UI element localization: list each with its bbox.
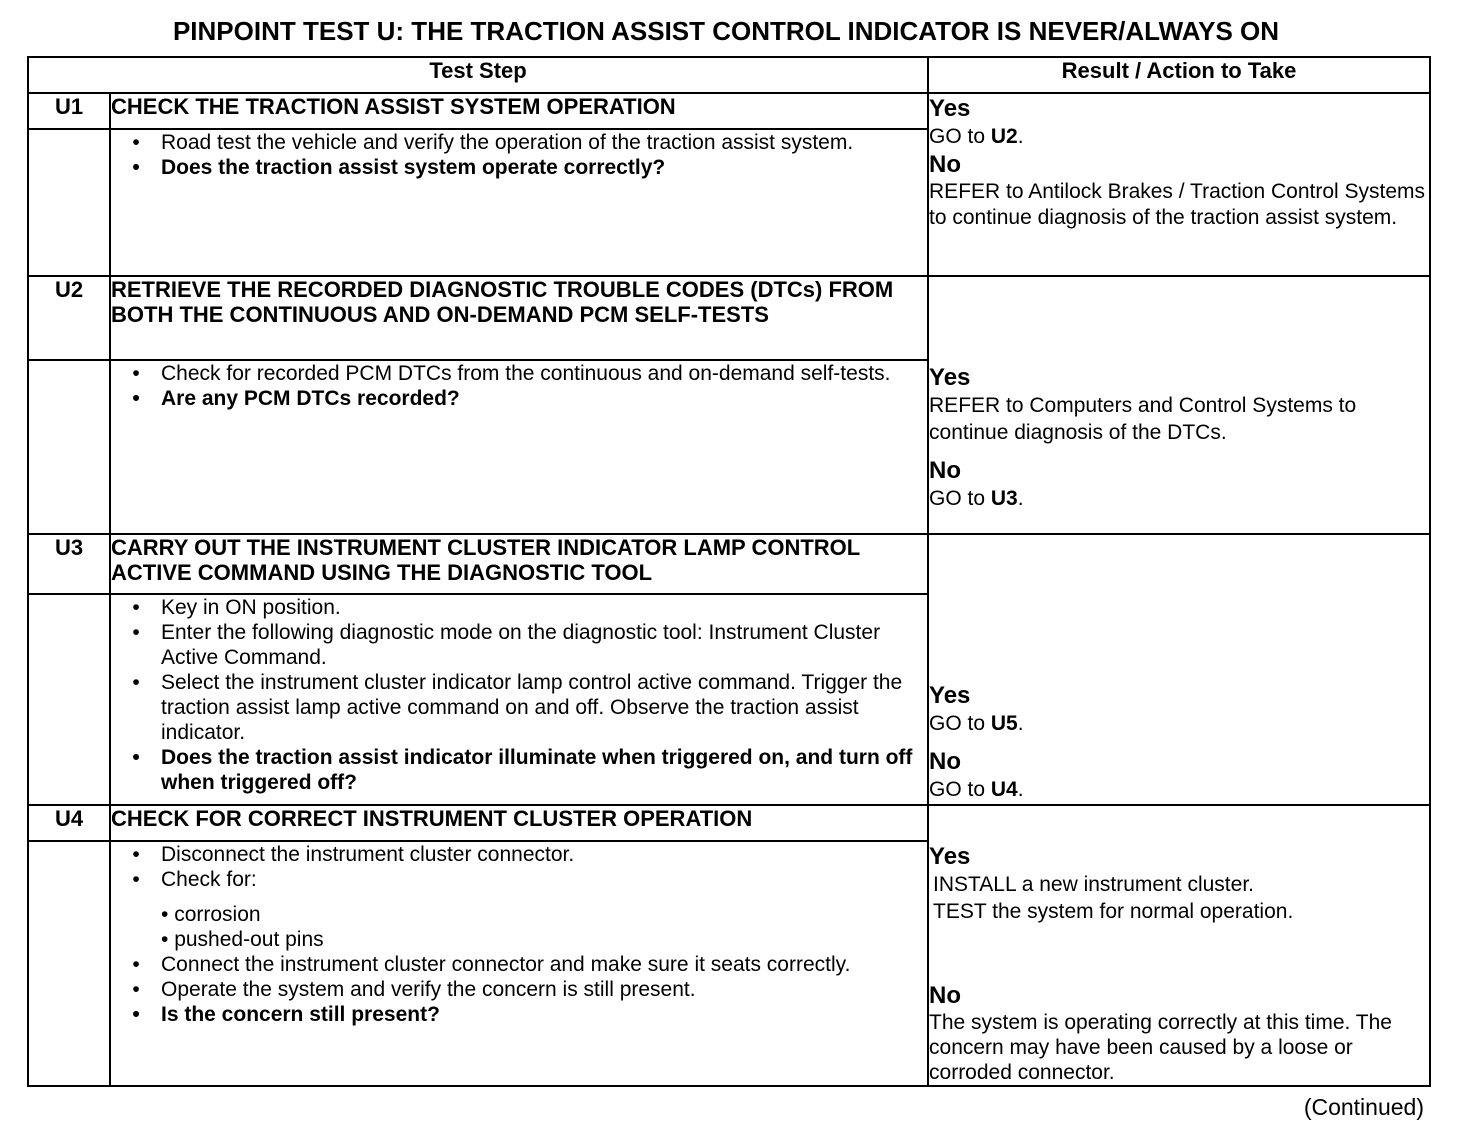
no-label: No	[929, 748, 962, 775]
step-body-u4	[110, 841, 928, 1086]
step-id-u1: U1	[28, 93, 110, 129]
u1-no-action: REFER to Antilock Brakes / Traction Control Systems to continue diagnosis of the traction assist system.	[929, 180, 1426, 229]
step-u3-heading-row	[28, 534, 1430, 594]
page-title: PINPOINT TEST U: THE TRACTION ASSIST CONTROL INDICATOR IS NEVER/ALWAYS ON	[172, 16, 1280, 46]
step-u2-result	[928, 276, 1430, 534]
list-item: • Disconnect the instrument cluster connector.	[132, 843, 575, 866]
list-item: • Select the instrument cluster indicator lamp control active command. Trigger the traction assist lamp active command on and off. Observe the traction assist indicator.	[132, 671, 903, 744]
u2-yes-action: REFER to Computers and Control Systems to continue diagnosis of the DTCs.	[929, 394, 1357, 444]
sub-list-item: • corrosion	[161, 903, 261, 926]
u4-yes-action-2: TEST the system for normal operation.	[933, 900, 1294, 923]
step-body-u2	[110, 360, 928, 534]
list-item: • Enter the following diagnostic mode on the diagnostic tool: Instrument Cluster Active Command.	[132, 621, 881, 669]
step-heading-u1: CHECK THE TRACTION ASSIST SYSTEM OPERATION	[110, 93, 928, 129]
yes-label: Yes	[929, 364, 971, 391]
u1-yes-ref: U2	[990, 125, 1018, 148]
list-item: • Key in ON position.	[132, 596, 341, 619]
list-item: • Check for recorded PCM DTCs from the continuous and on-demand self-tests.	[132, 362, 891, 385]
list-item: • Are any PCM DTCs recorded?	[132, 387, 460, 410]
list-item: • Does the traction assist system operate correctly?	[132, 156, 666, 179]
continued-note: (Continued)	[1303, 1094, 1424, 1120]
yes-label: Yes	[929, 682, 971, 709]
u3-yes-action: GO to U5.	[929, 712, 1024, 735]
list-item: • Check for:	[132, 868, 257, 891]
header-test-step: Test Step	[28, 57, 928, 93]
no-label: No	[929, 457, 962, 484]
step-id-u3: U3	[28, 534, 110, 594]
list-item: • Operate the system and verify the concern is still present.	[132, 978, 696, 1001]
yes-label: Yes	[929, 843, 971, 870]
u3-no-action: GO to U4.	[929, 778, 1024, 801]
list-item: • Connect the instrument cluster connector and make sure it seats correctly.	[132, 953, 851, 976]
no-label: No	[929, 151, 962, 178]
no-label: No	[929, 982, 962, 1009]
sub-list-item: • pushed-out pins	[161, 928, 324, 951]
header-result: Result / Action to Take	[928, 57, 1430, 93]
step-id-u2: U2	[28, 276, 110, 360]
step-u1-result	[928, 93, 1430, 276]
u4-yes-action-1: INSTALL a new instrument cluster.	[933, 873, 1254, 896]
step-heading-u4: CHECK FOR CORRECT INSTRUMENT CLUSTER OPERATION	[110, 805, 928, 841]
yes-label: Yes	[929, 95, 971, 122]
u4-no-action: The system is operating correctly at this time. The concern may have been caused by a loose or corroded connector.	[929, 1011, 1392, 1084]
step-u4-result	[928, 805, 1430, 1086]
step-u3-result	[928, 534, 1430, 805]
step-id-u4: U4	[28, 805, 110, 841]
u2-no-ref: U3	[990, 487, 1018, 510]
list-item: • Road test the vehicle and verify the operation of the traction assist system.	[132, 131, 854, 154]
u1-yes-action: GO to U2.	[929, 125, 1024, 148]
u3-no-ref: U4	[990, 778, 1018, 801]
table-header-row	[28, 57, 1430, 93]
u3-yes-ref: U5	[990, 712, 1018, 735]
list-item: • Does the traction assist indicator illuminate when triggered on, and turn off when triggered off?	[132, 746, 913, 794]
step-u2-heading-row	[28, 276, 1430, 360]
step-heading-u3: CARRY OUT THE INSTRUMENT CLUSTER INDICATOR LAMP CONTROL ACTIVE COMMAND USING THE DIAGNOSTIC TOOL	[110, 534, 928, 594]
step-u4-heading-row	[28, 805, 1430, 841]
step-heading-u2: RETRIEVE THE RECORDED DIAGNOSTIC TROUBLE CODES (DTCs) FROM BOTH THE CONTINUOUS AND ON-DEMAND PCM SELF-TESTS	[110, 276, 928, 360]
step-u1-heading-row	[28, 93, 1430, 129]
pinpoint-test-table	[27, 56, 1431, 1087]
list-item: • Is the concern still present?	[132, 1003, 440, 1026]
step-body-u3	[110, 594, 928, 805]
u2-no-action: GO to U3.	[929, 487, 1024, 510]
step-body-u1	[110, 129, 928, 276]
